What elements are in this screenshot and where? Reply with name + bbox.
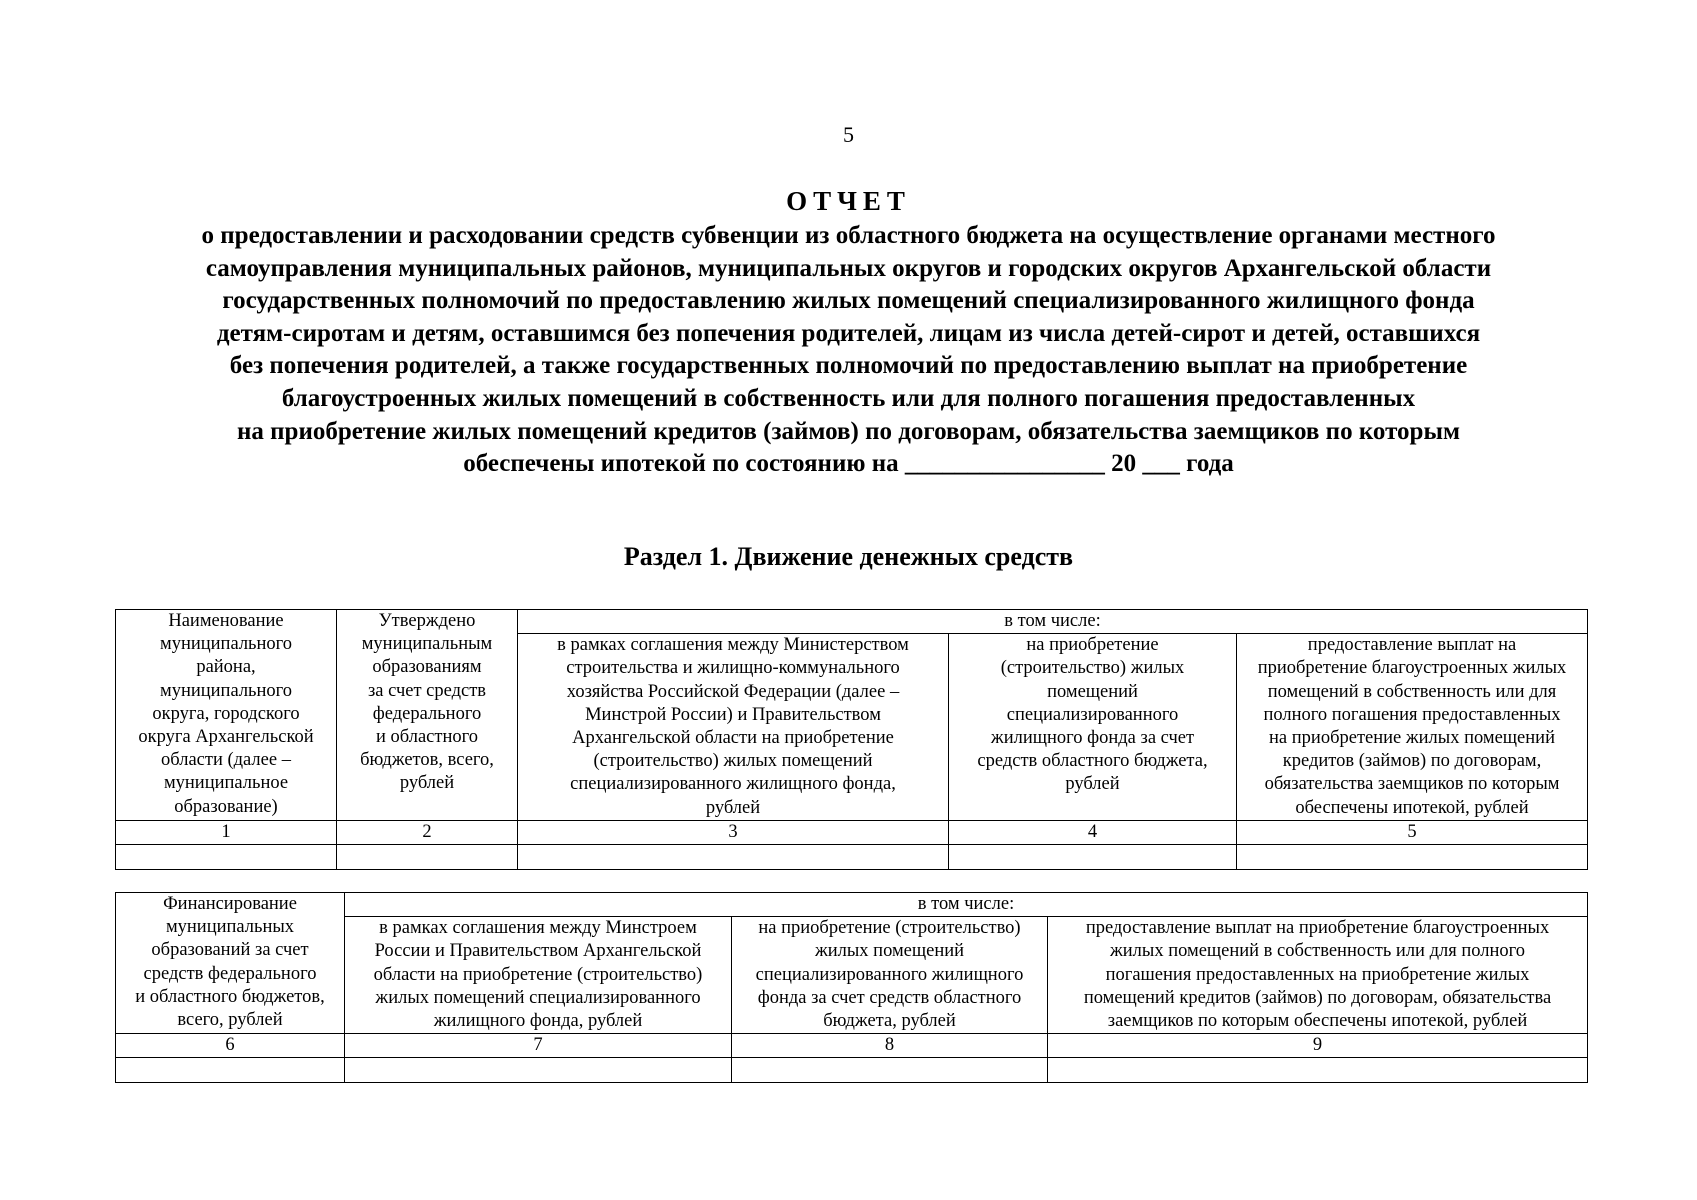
column-header-minstroy-agreement [518,634,949,821]
text-line: Минстрой России) и Правительством [585,704,881,725]
text-line: жилых помещений специализированного [375,987,701,1008]
column-header-housing-payments [1237,634,1588,821]
data-cell [337,845,518,870]
text-line: обязательства заемщиков по которым [1264,774,1560,795]
text-line: фонда за счет средств областного [757,987,1022,1008]
text-line: рублей [399,773,455,794]
text-line: всего, рублей [177,1010,283,1031]
text-line: образование) [174,796,278,817]
text-line: обеспечены ипотекой, рублей [1295,797,1529,818]
text-line: муниципальных [165,917,295,938]
text-line: специализированного [1006,704,1179,725]
text-line: погашения предоставленных на приобретение жилых [1105,964,1530,985]
column-header-minstroy-agreement [345,917,732,1034]
text-line: на приобретение (строительство) [758,918,1021,939]
text-line: Наименование [168,611,284,631]
data-cell [949,845,1237,870]
text-line: округа Архангельской [138,727,314,748]
text-line: бюджетов, всего, [360,750,494,771]
group-header-including: в том числе: [518,610,1588,634]
text-line: рублей [705,797,761,818]
text-line: предоставление выплат на [1307,635,1517,656]
column-number: 2 [337,820,518,844]
data-cell [518,845,949,870]
text-line: рублей [1065,774,1120,795]
text-line: России и Правительством Архангельской [374,941,702,962]
cash-flow-table-part-1 [115,609,1588,870]
text-line: муниципального [159,680,293,701]
text-line: на приобретение жилых помещений [1269,728,1555,749]
text-line: Архангельской области на приобретение [572,728,894,749]
text-line: помещений [1047,681,1138,702]
text-line: жилищного фонда, рублей [433,1011,643,1032]
column-header-housing-payments [1048,917,1588,1034]
text-line: федерального [372,703,482,724]
column-number: 9 [1048,1034,1588,1058]
text-line: благоустроенных жилых помещений в собственность или для полного погашения предоставленных [281,384,1416,412]
text-line: образований за счет [151,940,309,961]
report-title: ОТЧЕТ [786,186,911,216]
text-line: и областного бюджетов, [135,986,325,1007]
text-line: образованиям [372,657,482,678]
text-line: и областного [376,727,478,748]
text-line: жилых помещений [814,941,965,962]
report-subtitle [110,220,1587,481]
text-line: обеспечены ипотекой по состоянию на ________________ 20 ___ года [463,450,1234,478]
text-line: о предоставлении и расходовании средств субвенции из областного бюджета на осуществление органами местного [201,222,1496,249]
column-number: 1 [116,820,337,844]
column-number: 8 [732,1034,1048,1058]
table-data-row [116,1058,1588,1083]
text-line: муниципальное [163,773,289,794]
data-cell [1237,845,1588,870]
text-line: (строительство) жилых помещений [593,751,873,772]
data-cell [732,1058,1048,1083]
data-cell [345,1058,732,1083]
data-cell [116,1058,345,1083]
text-line: кредитов (займов) по договорам, [1282,751,1542,772]
text-line: области (далее – [161,750,291,771]
text-line: предоставление выплат на приобретение благоустроенных [1085,918,1550,939]
column-number-row [116,820,1588,844]
page-number: 5 [843,122,854,147]
column-number: 7 [345,1034,732,1058]
text-line: района, [196,657,256,678]
text-line: на приобретение [1026,635,1159,656]
text-line: строительства и жилищно-коммунального [566,658,900,679]
text-line: жилищного фонда за счет [990,728,1195,749]
data-cell [116,845,337,870]
text-line: (строительство) жилых [1000,658,1185,679]
column-number: 4 [949,820,1237,844]
text-line: детям-сиротам и детям, оставшимся без попечения родителей, лицам из числа детей-сирот и детей, оставшихся [216,319,1481,347]
section-heading: Раздел 1. Движение денежных средств [623,542,1074,571]
text-line: жилых помещений в собственность или для полного [1109,941,1526,962]
text-line: средств областного бюджета, [977,751,1208,772]
text-line: в рамках соглашения между Минстроем [379,918,697,939]
text-line: помещений кредитов (займов) по договорам, обязательства [1083,987,1552,1008]
text-line: приобретение благоустроенных жилых [1257,658,1567,679]
table-header-row [116,610,1588,634]
text-line: государственных полномочий по предоставлению жилых помещений специализированного жилищного фонда [222,287,1475,315]
text-line: муниципальным [361,634,493,655]
column-number: 3 [518,820,949,844]
cash-flow-table-part-2 [115,892,1588,1083]
text-line: Финансирование [163,894,297,914]
text-line: полного погашения предоставленных [1263,704,1561,725]
text-line: средств федерального [143,963,317,984]
text-line: области на приобретение (строительство) [373,964,703,985]
text-line: самоуправления муниципальных районов, муниципальных округов и городских округов Архангельской области [205,254,1492,282]
text-line: помещений в собственность или для [1267,681,1557,702]
text-line: за счет средств [367,680,487,701]
text-line: специализированного жилищного [755,964,1024,985]
column-header-financing-total [116,893,345,1034]
text-line: без попечения родителей, а также государственных полномочий по предоставлению выплат на приобретение [229,352,1468,380]
table-data-row [116,845,1588,870]
text-line: на приобретение жилых помещений кредитов (займов) по договорам, обязательства заемщиков по которым [237,417,1460,445]
group-header-including: в том числе: [345,893,1588,917]
column-number: 6 [116,1034,345,1058]
column-number: 5 [1237,820,1588,844]
column-header-approved-total [337,610,518,821]
text-line: заемщиков по которым обеспечены ипотекой, рублей [1107,1011,1528,1032]
text-line: специализированного жилищного фонда, [570,774,896,795]
text-line: в рамках соглашения между Министерством [557,635,909,656]
text-line: бюджета, рублей [823,1011,956,1032]
column-header-regional-budget-housing [732,917,1048,1034]
text-line: муниципального [159,634,293,655]
table-header-row [116,893,1588,917]
text-line: округа, городского [152,703,300,724]
text-line: хозяйства Российской Федерации (далее – [566,681,900,702]
data-cell [1048,1058,1588,1083]
column-number-row [116,1034,1588,1058]
column-header-municipality [116,610,337,821]
column-header-regional-budget-housing [949,634,1237,821]
text-line: Утверждено [378,611,476,631]
